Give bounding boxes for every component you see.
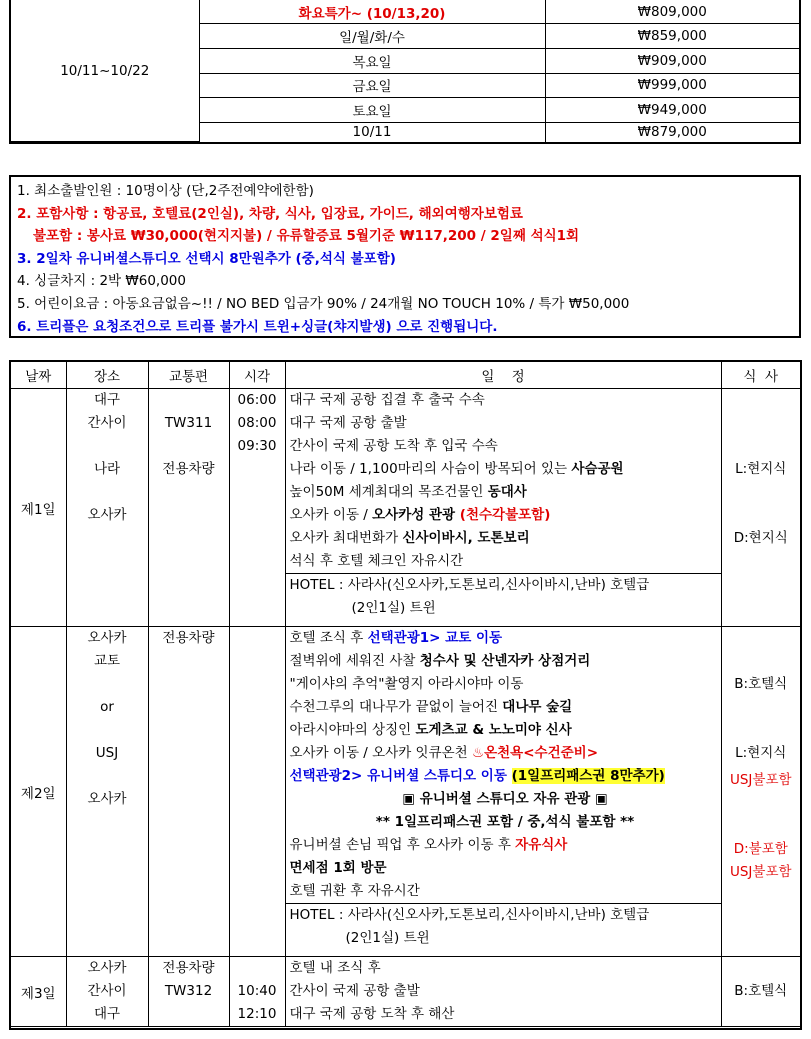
time: 09:30	[237, 438, 277, 454]
day-meals	[721, 627, 800, 957]
meal: B:호텔식	[734, 983, 788, 999]
place: 대구	[93, 392, 121, 408]
place: 간사이	[87, 983, 127, 999]
price-value: ₩909,000	[545, 49, 799, 74]
schedule-line: 석식 후 호텔 체크인 자유시간	[289, 553, 464, 569]
schedule-line: 대구 국제 공항 도착 후 해산	[289, 1006, 455, 1022]
time: 12:10	[237, 1006, 277, 1022]
price-label: 목요일	[199, 49, 545, 74]
day-meals	[721, 957, 800, 1027]
day-row	[11, 389, 800, 627]
day-places	[66, 957, 148, 1027]
hotel-info: HOTEL : 사라사(신오사카,도톤보리,신사이바시,난바) 호텔급 (2인1실) 트윈	[286, 573, 721, 620]
schedule-line: 대구 국제 공항 출발	[289, 415, 407, 431]
day-label: 제1일	[11, 389, 66, 627]
day-transport	[148, 957, 229, 1027]
price-value: ₩949,000	[545, 98, 799, 123]
price-label: 금요일	[199, 73, 545, 98]
schedule-line: 오사카 이동 / 오사카성 관광 (천수각불포함)	[289, 507, 551, 523]
day-schedule	[285, 389, 721, 627]
price-label: 10/11	[199, 122, 545, 141]
time: 10:40	[237, 983, 277, 999]
schedule-line: "게이샤의 추억"촬영지 아라시야마 이동	[289, 676, 524, 692]
price-label: 토요일	[199, 98, 545, 123]
schedule-line: 나라 이동 / 1,100마리의 사슴이 방목되어 있는 사슴공원	[289, 461, 624, 477]
schedule-line: 오사카 이동 / 오사카 잇큐온천 ♨온천욕<수건준비>	[289, 745, 599, 761]
meal: USJ불포함	[729, 772, 792, 788]
day-row	[11, 957, 800, 1027]
note-6: 6. 트리플은 요청조건으로 트리플 불가시 트윈+싱글(챠지발생) 으로 진행됩니다.	[17, 318, 498, 335]
schedule-line: 호텔 내 조식 후	[289, 960, 381, 976]
transport: 전용차량	[162, 630, 215, 646]
price-value: ₩859,000	[545, 24, 799, 49]
schedule-line: 아라시야마의 상징인 도게츠교 & 노노미야 신사	[289, 722, 572, 738]
schedule-line: ▣ 유니버셜 스튜디오 자유 관광 ▣	[402, 791, 608, 807]
transport	[149, 1003, 229, 1026]
note-2-included: 2. 포함사항 : 항공료, 호텔료(2인실), 차량, 식사, 입장료, 가이드, 해외여행자보험료	[17, 205, 523, 222]
day-places	[66, 389, 148, 627]
place: 대구	[93, 1006, 121, 1022]
price-table	[9, 0, 801, 144]
meal: L:현지식	[735, 745, 787, 761]
day-label: 제2일	[11, 627, 66, 957]
time	[230, 957, 285, 980]
place	[67, 719, 148, 742]
price-value: ₩999,000	[545, 73, 799, 98]
price-period: 10/11~10/22	[11, 0, 199, 142]
meal: D:불포함	[733, 841, 788, 857]
transport: 전용차량	[162, 461, 215, 477]
transport: TW312	[164, 983, 213, 999]
schedule-line: 면세점 1회 방문	[289, 860, 387, 876]
note-3: 3. 2일차 유니버셜스튜디오 선택시 8만원추가 (중,석식 불포함)	[17, 250, 396, 267]
place: 오사카	[87, 630, 127, 646]
transport	[149, 389, 229, 412]
header-transport: 교통편	[148, 362, 229, 389]
place: 오사카	[87, 960, 127, 976]
schedule-line: 간사이 국제 공항 출발	[289, 983, 420, 999]
schedule-line: 선택관광2> 유니버셜 스튜디오 이동 (1일프리패스권 8만추가)	[289, 768, 665, 784]
day-transport	[148, 389, 229, 627]
note-1: 1. 최소출발인원 : 10명이상 (단,2주전예약에한함)	[17, 183, 314, 199]
place	[67, 481, 148, 504]
price-value: ₩809,000	[545, 0, 799, 24]
header-place: 장소	[66, 362, 148, 389]
place: 오사카	[87, 791, 127, 807]
transport: TW311	[164, 415, 213, 431]
day-places	[66, 627, 148, 957]
place: 나라	[93, 461, 121, 477]
hotel-info: HOTEL : 사라사(신오사카,도톤보리,신사이바시,난바) 호텔급 (2인1실) 트윈	[286, 903, 721, 950]
schedule-line: 유니버셜 손님 픽업 후 오사카 이동 후 자유식사	[289, 837, 568, 853]
price-value: ₩879,000	[545, 122, 799, 141]
meal: D:현지식	[733, 530, 788, 546]
day-schedule	[285, 627, 721, 957]
schedule-line: 호텔 귀환 후 자유시간	[289, 883, 420, 899]
note-4: 4. 싱글차지 : 2박 ₩60,000	[17, 273, 186, 290]
day-times	[229, 627, 285, 957]
day-row	[11, 627, 800, 957]
price-label: 일/월/화/수	[199, 24, 545, 49]
schedule-line: 높이50M 세계최대의 목조건물인 동대사	[289, 484, 527, 500]
place: 간사이	[87, 415, 127, 431]
schedule-line: ** 1일프리패스권 포함 / 중,석식 불포함 **	[375, 814, 635, 830]
header-time: 시각	[229, 362, 285, 389]
meal: B:호텔식	[734, 676, 788, 692]
day-transport	[148, 627, 229, 957]
place: USJ	[95, 745, 119, 761]
note-5: 5. 어린이요금 : 아동요금없음~!! / NO BED 입금가 90% / 24개월 NO TOUCH 10% / 특가 ₩50,000	[17, 295, 630, 312]
time: 06:00	[237, 392, 277, 408]
place: or	[100, 699, 114, 715]
notes-box	[9, 175, 801, 338]
meal: L:현지식	[735, 461, 787, 477]
schedule-line: 수천그루의 대나무가 끝없이 늘어진 대나무 숲길	[289, 699, 573, 715]
itinerary-table	[9, 360, 802, 1030]
header-schedule: 일 정	[285, 362, 721, 389]
header-meal: 식 사	[721, 362, 800, 389]
place	[67, 673, 148, 696]
schedule-line: 대구 국제 공항 집결 후 출국 수속	[289, 392, 485, 408]
place: 교토	[93, 653, 121, 669]
schedule-line: 절벽위에 세워진 사찰 청수사 및 산넨자카 상점거리	[289, 653, 591, 669]
day-times	[229, 957, 285, 1027]
day-meals	[721, 389, 800, 627]
schedule-line: 간사이 국제 공항 도착 후 입국 수속	[289, 438, 498, 454]
day-schedule	[285, 957, 721, 1027]
schedule-line: 호텔 조식 후 선택관광1> 교토 이동	[289, 630, 503, 646]
note-2-excluded: 불포함 : 봉사료 ₩30,000(현지지불) / 유류할증료 5월기준 ₩117,200 / 2일째 석식1회	[33, 228, 580, 245]
place: 오사카	[87, 507, 127, 523]
header-date: 날짜	[11, 362, 66, 389]
price-label-special: 화요특가~ (10/13,20)	[199, 0, 545, 24]
place	[67, 435, 148, 458]
transport: 전용차량	[162, 960, 215, 976]
time: 08:00	[237, 415, 277, 431]
schedule-line: 오사카 최대번화가 신사이바시, 도톤보리	[289, 530, 530, 546]
place	[67, 765, 148, 788]
meal: USJ불포함	[729, 864, 792, 880]
day-times	[229, 389, 285, 627]
transport	[149, 435, 229, 458]
day-label: 제3일	[11, 957, 66, 1027]
